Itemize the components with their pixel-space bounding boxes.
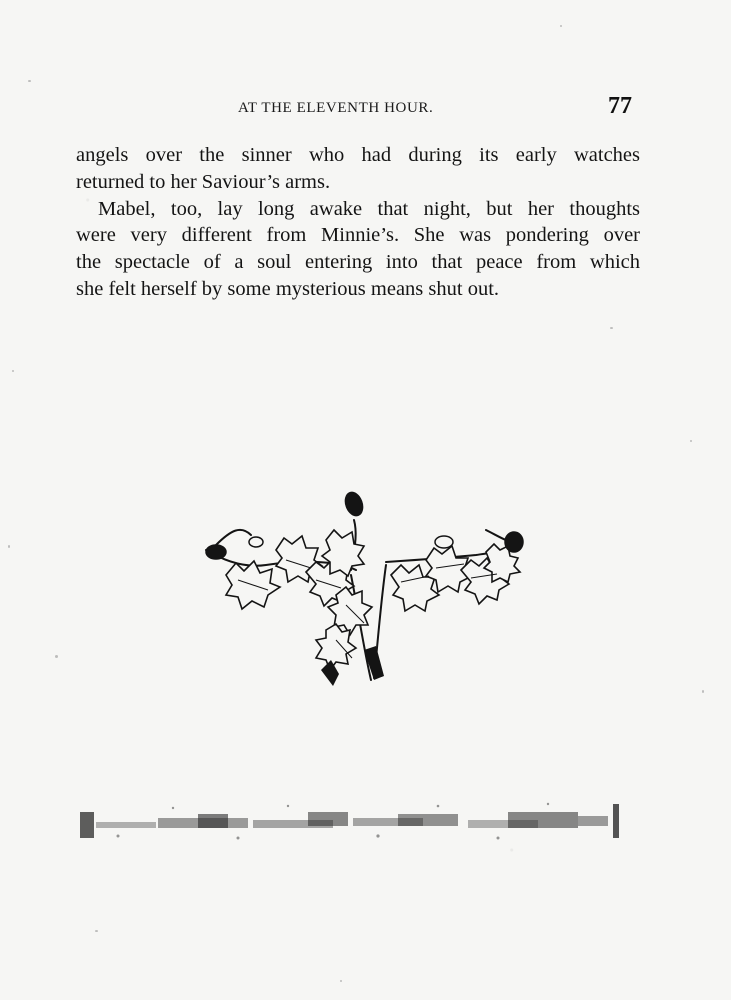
text-line: were very different from Minnie’s. She was pondering over [76, 224, 640, 247]
paper-speck [610, 327, 613, 329]
paper-speck [28, 80, 31, 82]
paper-speck [340, 980, 342, 982]
page-number: 77 [608, 93, 632, 119]
text-line: the spectacle of a soul entering into that peace from which [76, 251, 640, 274]
botanical-ornament [186, 490, 532, 690]
text-line: she felt herself by some mysterious means shut out. [76, 277, 500, 300]
paper-speck [55, 655, 58, 658]
paper-speck [95, 930, 98, 932]
running-head: AT THE ELEVENTH HOUR. [238, 100, 434, 116]
text-line: returned to her Saviour’s arms. [76, 170, 331, 193]
paper-speck [690, 440, 692, 442]
paper-speck [12, 370, 14, 372]
paper-speck [702, 690, 704, 693]
paper-speck [8, 545, 10, 548]
ink-smudge [78, 800, 623, 850]
text-line: angels over the sinner who had during its early watches [76, 144, 640, 166]
text-line: Mabel, too, lay long awake that night, but her thoughts [98, 197, 640, 220]
paper-speck [560, 25, 562, 27]
body-text [76, 142, 640, 303]
